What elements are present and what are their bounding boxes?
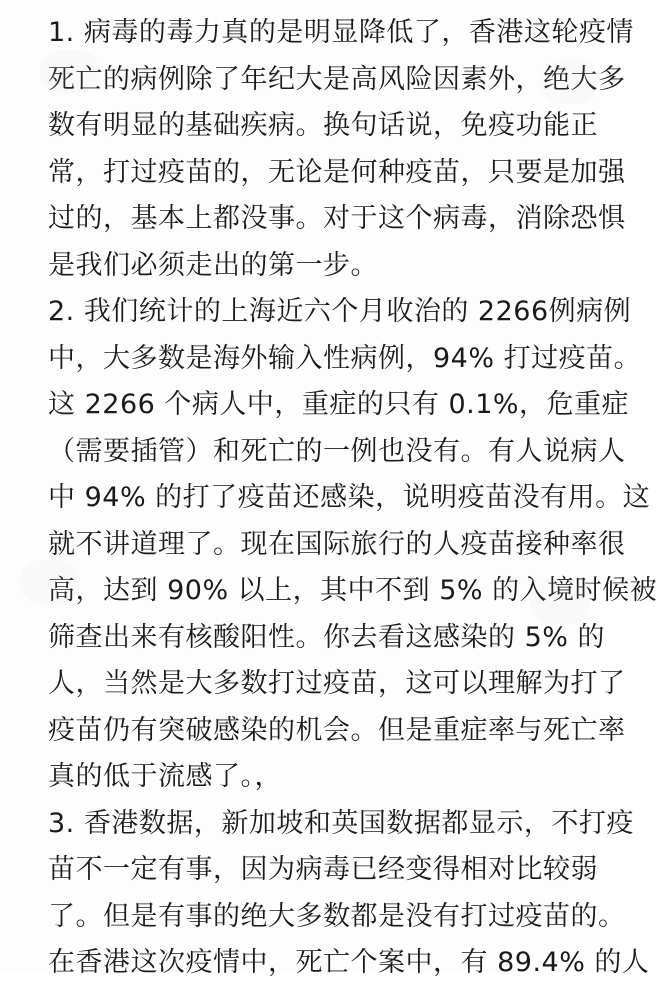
text-line: 常，打过疫苗的，无论是何种疫苗，只要是加强: [48, 156, 626, 188]
text-line: 中，大多数是海外输入性病例，94% 打过疫苗。: [48, 342, 642, 374]
text-line: 3. 香港数据，新加坡和英国数据都显示，不打疫: [48, 807, 634, 839]
text-line: 高，达到 90% 以上，其中不到 5% 的入境时候被: [48, 575, 657, 606]
text-line: 真的低于流感了。，: [48, 761, 282, 792]
text-line: 苗不一定有事，因为病毒已经变得相对比较弱: [48, 854, 598, 885]
watermark-logo: [540, 60, 600, 104]
text-line: 数有明显的基础疾病。换句话说，免疫功能正: [48, 110, 598, 141]
watermark-logo: [20, 560, 80, 604]
text-line: 人，当然是大多数打过疫苗，这可以理解为打了: [48, 668, 626, 699]
watermark-logo: [40, 50, 100, 94]
watermark-logo: [530, 580, 590, 624]
document-body: [48, 10, 657, 987]
text-line: 1. 病毒的毒力真的是明显降低了，香港这轮疫情: [48, 17, 634, 48]
text-line: 这 2266 个病人中，重症的只有 0.1%，危重症: [48, 389, 630, 420]
text-line: 中 94% 的打了疫苗还感染，说明疫苗没有用。这: [48, 482, 651, 513]
text-line: 2. 我们统计的上海近六个月收治的 2266例病例: [48, 296, 632, 327]
text-line: 疫苗仍有突破感染的机会。但是重症率与死亡率: [48, 714, 626, 746]
text-line: 就不讲道理了。现在国际旅行的人疫苗接种率很: [48, 528, 626, 560]
text-line: 死亡的病例除了年纪大是高风险因素外，绝大多: [48, 63, 626, 95]
text-line: 是我们必须走出的第一步。: [48, 249, 378, 281]
text-line: 了。但是有事的绝大多数都是没有打过疫苗的。: [48, 900, 626, 932]
text-line: 过的，基本上都没事。对于这个病毒，消除恐惧: [48, 203, 626, 234]
text-line: 在香港这次疫情中，死亡个案中，有 89.4% 的人: [48, 947, 650, 978]
text-line: （需要插管）和死亡的一例也没有。有人说病人: [48, 435, 626, 467]
text-line: 筛查出来有核酸阳性。你去看这感染的 5% 的: [48, 621, 605, 653]
